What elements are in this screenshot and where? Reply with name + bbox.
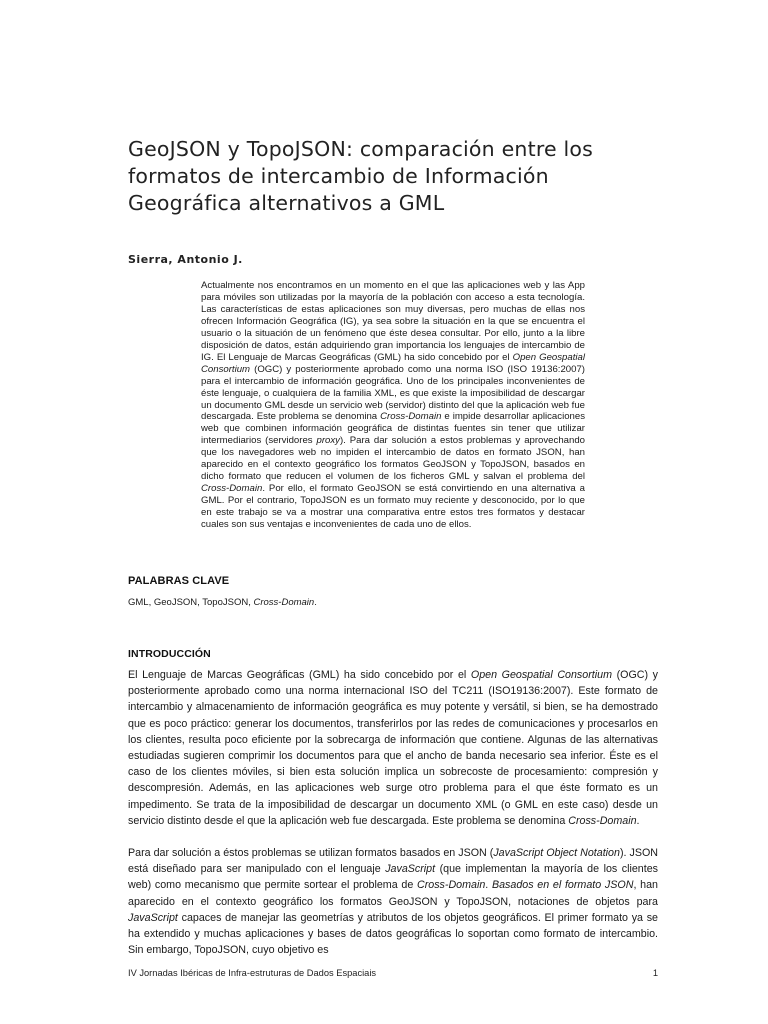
italic-term: Cross-Domain — [253, 597, 315, 608]
italic-term: Cross-Domain — [416, 879, 486, 892]
author-name: Sierra, Antonio J. — [128, 253, 243, 266]
keywords-heading: PALABRAS CLAVE — [128, 575, 230, 587]
italic-term: Cross-Domain — [201, 483, 263, 495]
page-footer — [128, 968, 658, 978]
footer-conference-name: IV Jornadas Ibéricas de Infra-estruturas de Dados Espaciais — [128, 968, 377, 978]
introduction-heading: INTRODUCCIÓN — [128, 648, 211, 660]
abstract-text: Actualmente nos encontramos en un momento en el que las aplicaciones web y las App para móviles son utilizadas por la mayoría de la población con acceso a esta tecnología. Las características de estas aplicaciones son muy diversas, pero muchas de ellas nos ofrecen Información Geográfica (IG), ya sea sobre la situación en la que se encuentra el usuario o la situación de un fenómeno que éste desea consultar. Por ello, junto a la libre disposición de datos, están adquiriendo gran importancia los lenguajes de intercambio de IG. El Lenguaje de Marcas Geográficas (GML) ha sido concebido por el Open Geospatial Consortium (OGC) y posteriormente aprobado como una norma ISO (ISO 19136:2007) para el intercambio de información geográfica. Uno de los principales inconvenientes de éste lenguaje, o cualquiera de la familia XML, es que existe la imposibilidad de descargar un documento GML desde un servicio web (servidor) distinto del que la aplicación web fue descargada. Este problema se denomina Cross-Domain e impide desarrollar aplicaciones web que combinen información geográfica de distintas fuentes sin tener que utilizar intermediarios (servidores proxy). Para dar solución a estos problemas y aprovechando que los navegadores web no impiden el intercambio de datos en formato JSON, han aparecido en el contexto geográfico los formatos GeoJSON y TopoJSON, basados en dicho formato que reducen el volumen de los ficheros GML y salvan el problema del Cross-Domain. Por ello, el formato GeoJSON se está convirtiendo en una alternativa a GML. Por el contrario, TopoJSON es un formato muy reciente y desconocido, por lo que en este trabajo se va a mostrar una comparativa entre estos tres formatos y destacar cuales son sus ventajas e inconvenientes de cada uno de ellos. — [201, 280, 586, 531]
italic-term: Cross-Domain — [380, 411, 442, 423]
italic-term: proxy — [316, 435, 340, 447]
italic-term: Basados en el formato JSON — [491, 879, 634, 892]
italic-term: JavaScript Object Notation — [493, 847, 620, 859]
keywords-list: GML, GeoJSON, TopoJSON, Cross-Domain. — [128, 597, 317, 608]
italic-term: Open Geospatial Consortium — [470, 669, 612, 681]
paper-title: GeoJSON y TopoJSON: comparación entre los formatos de intercambio de Información Geográfica alternativos a GML — [128, 137, 594, 215]
italic-term: JavaScript — [128, 911, 178, 924]
italic-term: Cross-Domain — [568, 814, 637, 827]
italic-term: JavaScript — [385, 863, 436, 876]
introduction-paragraph-2: Para dar solución a éstos problemas se utilizan formatos basados en JSON (JavaScript Object Notation). JSON está diseñado para ser manipulado con el lenguaje JavaScript (que implementan la mayoría de los clientes web) como mecanismo que permite sortear el problema de Cross-Domain. Basados en el formato JSON, han aparecido en el contexto geográfico los formatos GeoJSON y TopoJSON, notaciones de objetos para JavaScript capaces de manejar las geometrías y atributos de los objetos geográficos. El primer formato ya se ha extendido y muchas aplicaciones y bases de datos geográficas lo soportan como formato de intercambio. Sin embargo, TopoJSON, cuyo objetivo es — [128, 847, 658, 957]
introduction-paragraph-1: El Lenguaje de Marcas Geográficas (GML) ha sido concebido por el Open Geospatial Consortium (OGC) y posteriormente aprobado como una norma internacional ISO del TC211 (ISO19136:2007). Este formato de intercambio y almacenamiento de información geográfica es muy potente y versátil, si bien, se ha demostrado que es poco práctico: generar los documentos, transferirlos por las redes de comunicaciones y procesarlos en los clientes, resulta poco eficiente por la sobrecarga de información que contiene. Algunas de las alternativas estudiadas sugieren comprimir los documentos para que el ancho de banda necesario sea inferior. Éste es el caso de los clientes móviles, si bien esta solución implica un sobrecoste de procesamiento: compresión y descompresión. Además, en las aplicaciones web surge otro problema para el que éste formato es un impedimento. Se trata de la imposibilidad de descargar un documento XML (o GML en este caso) desde un servicio distinto desde el que la aplicación web fue descargada. Este problema se denomina Cross-Domain. — [128, 669, 658, 827]
page-number: 1 — [652, 968, 658, 978]
italic-term: Open Geospatial Consortium — [201, 351, 585, 375]
